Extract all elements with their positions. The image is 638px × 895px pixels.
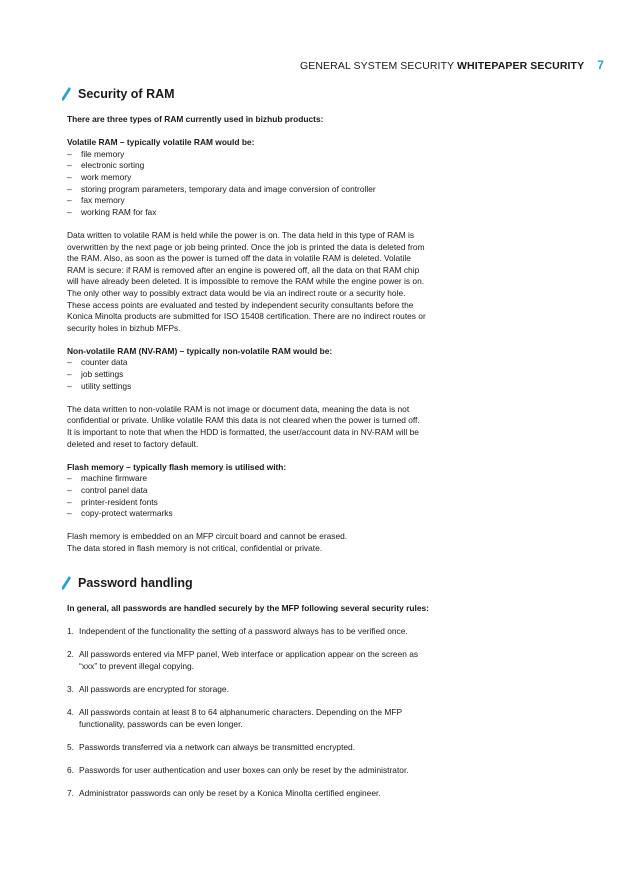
volatile-paragraph [67, 230, 467, 334]
paragraph-line: RAM is secure: if RAM is removed after an engine is powered off, all the data on that RAM chip [67, 264, 420, 275]
list-item [67, 765, 467, 777]
rule-number: 4. [67, 706, 74, 717]
rule-number: 3. [67, 683, 74, 694]
password-intro: In general, all passwords are handled securely by the MFP following several security rules: [67, 602, 429, 613]
paragraph-line: security holes in bizhub MFPs. [67, 322, 181, 333]
rule-text: functionality, passwords can be even longer. [79, 718, 243, 729]
paragraph-line: These access points are evaluated and tested by independent security consultants before the [67, 299, 414, 310]
page-number: 7 [597, 58, 604, 72]
section-title-password [61, 575, 467, 591]
rule-text: Passwords for user authentication and user boxes can only be reset by the administrator. [79, 764, 409, 775]
rule-number: 5. [67, 741, 74, 752]
section-title-text: Password handling [78, 575, 193, 590]
flash-list [67, 473, 467, 519]
paragraph-line: Flash memory is embedded on an MFP circuit board and cannot be erased. [67, 531, 348, 542]
list-item: – fax memory [67, 195, 467, 207]
volatile-heading: Volatile RAM – typically volatile RAM would be: [67, 137, 255, 148]
paragraph-line: deleted and reset to factory default. [67, 438, 199, 449]
paragraph-line: It is important to note that when the HDD is formatted, the user/account data in NV-RAM will be [67, 427, 419, 438]
rule-number: 7. [67, 788, 74, 799]
list-item: – copy-protect watermarks [67, 508, 467, 520]
paragraph-line: Konica Minolta products are submitted for ISO 15408 certification. There are no indirect routes or [67, 311, 426, 322]
main-content [67, 86, 467, 811]
list-item [67, 742, 467, 754]
header-prefix: GENERAL SYSTEM SECURITY [300, 60, 455, 72]
rule-text: Independent of the functionality the setting of a password always has to be verified once. [79, 625, 408, 636]
list-item: – job settings [67, 369, 467, 381]
list-item [67, 626, 467, 638]
rule-text: Passwords transferred via a network can always be transmitted encrypted. [79, 741, 356, 752]
list-item [67, 707, 467, 730]
paragraph-line: The only other way to possibly extract data would be via an indirect route or a security hole. [67, 287, 406, 298]
flash-heading: Flash memory – typically flash memory is utilised with: [67, 461, 287, 472]
flash-paragraph [67, 531, 467, 554]
paragraph-line: The data written to non-volatile RAM is not image or document data, meaning the data is not [67, 403, 410, 414]
password-rules-list [67, 626, 467, 800]
pen-nib-icon [61, 87, 71, 101]
paragraph-line: The data stored in flash memory is not critical, confidential or private. [67, 542, 323, 553]
list-item: – counter data [67, 357, 467, 369]
list-item: – working RAM for fax [67, 207, 467, 219]
pen-nib-icon [61, 576, 71, 590]
list-item: – utility settings [67, 381, 467, 393]
list-item [67, 684, 467, 696]
section-title-ram [61, 86, 467, 102]
list-item [67, 649, 467, 672]
rule-number: 6. [67, 764, 74, 775]
rule-text: “xxx” to prevent illegal copying. [79, 660, 194, 671]
nvram-list [67, 357, 467, 392]
nvram-paragraph [67, 404, 467, 450]
rule-number: 2. [67, 648, 74, 659]
list-item: – machine firmware [67, 473, 467, 485]
list-item: – electronic sorting [67, 160, 467, 172]
page-header [300, 58, 604, 72]
paragraph-line: Data written to volatile RAM is held while the power is on. The data held in this type of RAM is [67, 229, 415, 240]
paragraph-line: will have already been deleted. It is impossible to remove the RAM while the engine power is on. [67, 276, 425, 287]
list-item: – control panel data [67, 485, 467, 497]
rule-text: All passwords contain at least 8 to 64 alphanumeric characters. Depending on the MFP [79, 706, 403, 717]
rule-text: Administrator passwords can only be reset by a Konica Minolta certified engineer. [79, 788, 381, 799]
paragraph-line: overwritten by the next page or job being printed. Once the job is printed the data is deleted from [67, 241, 425, 252]
section-title-text: Security of RAM [78, 87, 175, 101]
nvram-heading: Non-volatile RAM (NV-RAM) – typically non-volatile RAM would be: [67, 345, 333, 356]
rule-text: All passwords entered via MFP panel, Web interface or application appear on the screen as [79, 648, 419, 659]
list-item: – storing program parameters, temporary data and image conversion of controller [67, 184, 467, 196]
list-item [67, 788, 467, 800]
rule-number: 1. [67, 625, 74, 636]
list-item: – printer-resident fonts [67, 497, 467, 509]
ram-intro: There are three types of RAM currently used in bizhub products: [67, 114, 324, 124]
list-item: – work memory [67, 172, 467, 184]
paragraph-line: the RAM. Also, as soon as the power is turned off the data in volatile RAM is deleted. Volatile [67, 253, 411, 264]
paragraph-line: confidential or private. Unlike volatile RAM this data is not cleared when the power is turned off. [67, 415, 420, 426]
rule-text: All passwords are encrypted for storage. [79, 683, 229, 694]
list-item: – file memory [67, 149, 467, 161]
volatile-list [67, 149, 467, 219]
header-title: WHITEPAPER SECURITY [457, 60, 585, 72]
